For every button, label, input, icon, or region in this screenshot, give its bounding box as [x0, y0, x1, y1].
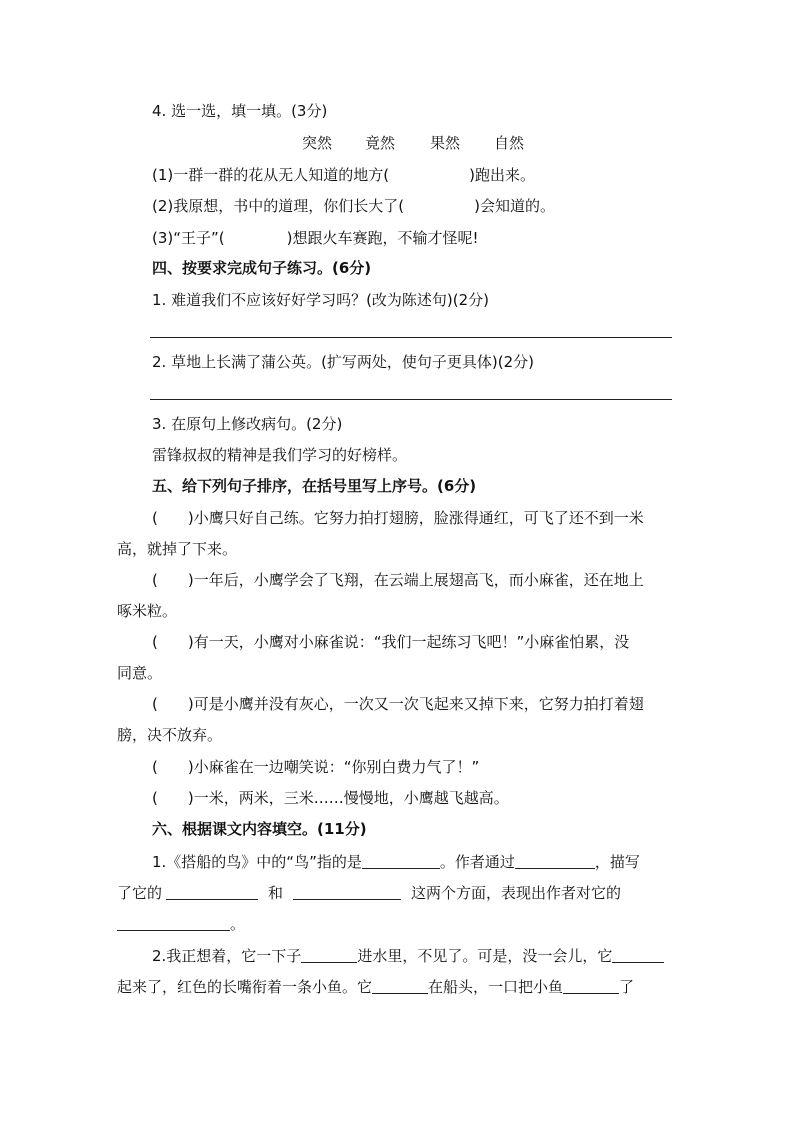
paren: ): [187, 789, 194, 807]
section-5-heading: 五、给下列句子排序，在括号里写上序号。(6分): [152, 477, 477, 495]
question-text: ，描写: [594, 853, 640, 871]
sentence-text: 小麻雀在一边嘲笑说：“你别白费力气了！”: [193, 758, 480, 776]
question-text: 。: [230, 915, 246, 933]
option-word: 竟然: [365, 134, 396, 152]
question-text: 这两个方面，表现出作者对它的: [411, 884, 622, 902]
sentence-text: 可是小鹰并没有灰心，一次又一次飞起来又掉下来，它努力拍打着翅: [193, 695, 644, 713]
s6-q2-line-2: [117, 977, 634, 997]
question-text: 起来了，红色的长嘴衔着一条小鱼。它: [117, 978, 373, 996]
item-text: (1)一群一群的花从无人知道的地方(: [152, 166, 390, 184]
s6-q1-line-2: [117, 883, 621, 903]
fill-blank[interactable]: [362, 854, 440, 869]
paren: ): [187, 758, 194, 776]
question-text: 和: [268, 884, 284, 902]
q4-item-2: [152, 196, 555, 216]
question-text: 了: [619, 978, 635, 996]
fill-blank[interactable]: [166, 885, 258, 900]
s4-sick-sentence[interactable]: 雷锋叔叔的精神是我们学习的好榜样。: [152, 446, 408, 464]
paren: (: [152, 758, 158, 776]
q4-item-1: [152, 165, 535, 185]
item-text: )想跟火车赛跑，不输才怪呢!: [286, 229, 479, 247]
s5-item-6: [152, 788, 509, 808]
item-text: )跑出来。: [469, 166, 535, 184]
question-text: 。作者通过: [439, 853, 515, 871]
q4-title: 4. 选一选，填一填。(3分): [152, 102, 328, 120]
answer-line[interactable]: [150, 399, 672, 400]
fill-blank[interactable]: [563, 979, 619, 994]
s5-item-3-cont: 同意。: [117, 664, 163, 682]
fill-blank[interactable]: [117, 916, 230, 931]
s5-item-2: [152, 570, 644, 590]
fill-blank[interactable]: [515, 854, 595, 869]
section-4-heading: 四、按要求完成句子练习。(6分): [152, 259, 372, 277]
item-text: )会知道的。: [474, 197, 555, 215]
option-word: 突然: [302, 134, 333, 152]
paren: (: [152, 571, 158, 589]
fill-blank[interactable]: [612, 948, 664, 963]
sentence-text: 一年后，小鹰学会了飞翔，在云端上展翅高飞，而小麻雀，还在地上: [193, 571, 644, 589]
s6-q1-line-3: [117, 914, 245, 934]
sentence-text: 一米，两米，三米……慢慢地，小鹰越飞越高。: [193, 789, 509, 807]
paren: ): [187, 571, 194, 589]
paren: (: [152, 509, 158, 527]
paren: (: [152, 695, 158, 713]
option-word: 自然: [494, 134, 525, 152]
question-text: 了它的: [117, 884, 163, 902]
s5-item-4-cont: 膀，决不放弃。: [117, 726, 223, 744]
s4-question-2: 2. 草地上长满了蒲公英。(扩写两处，使句子更具体)(2分): [152, 353, 535, 371]
s5-item-1-cont: 高，就掉了下来。: [117, 540, 238, 558]
question-text: 2.我正想着，它一下子: [152, 947, 302, 965]
paren: (: [152, 633, 158, 651]
fill-blank[interactable]: [372, 979, 428, 994]
s5-item-2-cont: 啄米粒。: [117, 602, 178, 620]
question-text: 在船头，一口把小鱼: [428, 978, 564, 996]
s5-item-1: [152, 508, 644, 528]
paren: ): [187, 695, 194, 713]
answer-line[interactable]: [150, 337, 672, 338]
s6-q2-line-1: [152, 946, 664, 966]
q4-item-3: [152, 228, 479, 248]
s5-item-5: [152, 757, 479, 777]
section-6-heading: 六、根据课文内容填空。(11分): [152, 820, 367, 838]
paren: (: [152, 789, 158, 807]
question-text: 1.《搭船的鸟》中的“鸟”指的是: [152, 853, 362, 871]
s4-question-1: 1. 难道我们不应该好好学习吗？(改为陈述句)(2分): [152, 291, 490, 309]
option-word: 果然: [430, 134, 461, 152]
question-text: 进水里，不见了。可是，没一会儿，它: [357, 947, 613, 965]
fill-blank[interactable]: [293, 885, 401, 900]
sentence-text: 小鹰只好自己练。它努力拍打翅膀，脸涨得通红，可飞了还不到一米: [193, 509, 644, 527]
paren: ): [187, 633, 194, 651]
paren: ): [187, 509, 194, 527]
s5-item-3: [152, 632, 629, 652]
s4-question-3: 3. 在原句上修改病句。(2分): [152, 415, 343, 433]
sentence-text: 有一天，小鹰对小麻雀说：“我们一起练习飞吧！”小麻雀怕累，没: [193, 633, 630, 651]
fill-blank[interactable]: [301, 948, 357, 963]
item-text: (2)我原想，书中的道理，你们长大了(: [152, 197, 405, 215]
s5-item-4: [152, 694, 644, 714]
item-text: (3)“王子”(: [152, 229, 225, 247]
s6-q1-line-1: [152, 852, 640, 872]
